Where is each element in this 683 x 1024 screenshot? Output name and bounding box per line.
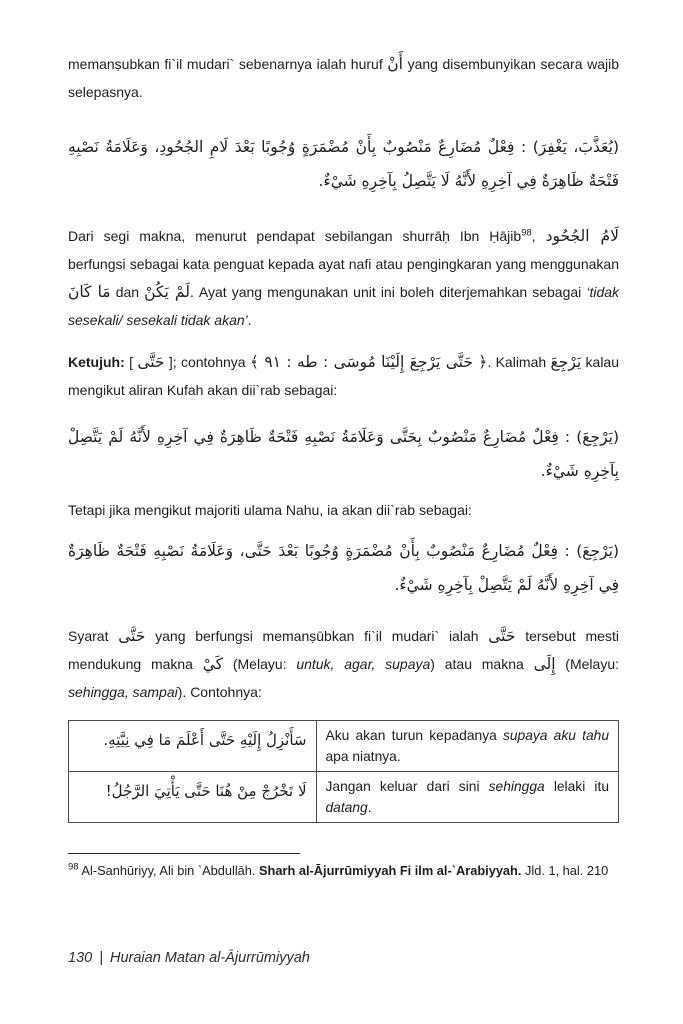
irab-block-lam-juhud — [68, 130, 619, 198]
text-run: ). Contohnya: — [177, 684, 262, 700]
text-run: sehingga — [488, 779, 545, 794]
text-run: kalau mengikut aliran Kufah akan dii`rab sebagai: — [68, 354, 620, 398]
footnote — [68, 861, 619, 881]
text-run: . — [367, 800, 372, 815]
arabic-example-cell: لَا تَخْرُجْ مِنْ هُنَا حَتَّى يَأْتِيَ الرَّجُلُ! — [69, 772, 317, 823]
text-run: untuk, agar, supaya — [296, 656, 431, 672]
page-number: 130 — [68, 950, 93, 966]
arabic-text-run: يَرْجِعَ — [550, 353, 582, 371]
text-run: . Kalimah — [487, 354, 551, 370]
arabic-text-run: حَتَّى — [488, 627, 516, 645]
examples-table — [68, 720, 619, 823]
arabic-text-run: لَامُ الجُحُود — [545, 227, 619, 245]
text-run: tersebut mesti mendukung makna — [68, 628, 619, 672]
text-run: berfungsi sebagai kata penguat kepada ayat nafi atau pengingkaran yang menggunakan — [68, 256, 619, 272]
malay-translation-cell — [316, 772, 619, 823]
page-content — [68, 50, 619, 881]
text-run: (Melayu: — [555, 656, 619, 672]
text-run: dan — [110, 284, 145, 300]
paragraph-ketujuh — [68, 348, 619, 404]
text-run: apa niatnya. — [325, 749, 401, 764]
arabic-text-run: (يُعَذَّبَ، يَغْفِرَ) : فِعْلٌ مُضَارِعٌ مَنْصُوبٌ بِأَنْ مُضْمَرَةٍ وُجُوبًا بَعْدَ لَامِ الجُحُودِ، وَعَلَامَةُ نَصْبِهِ فَتْحَةٌ ظَاهِرَةٌ فِي آخِرِهِ لأَنَّهُ لَا يَتَّصِلُ بِآخِرِهِ شَيْءٌ. — [68, 138, 619, 190]
text-run: Dari segi makna, menurut pendapat sebilangan shurrāḥ Ibn Ḥājib — [68, 228, 522, 244]
page-footer — [68, 950, 310, 966]
text-run: Ketujuh: — [68, 354, 125, 370]
text-run: Jld. 1, hal. 210 — [521, 863, 609, 878]
irab-block-majoriti — [68, 534, 619, 602]
footer-divider: | — [99, 950, 103, 966]
paragraph-syarat — [68, 622, 619, 706]
text-run: . — [247, 312, 252, 328]
malay-translation-cell — [316, 721, 619, 772]
irab-block-kufah — [68, 420, 619, 488]
footnote-marker: 98 — [521, 227, 532, 239]
arabic-text-run: حَتَّى — [137, 353, 165, 371]
text-run: memanṣubkan fi`il mudari` sebenarnya ialah huruf — [68, 56, 388, 72]
text-run: ]; contohnya — [164, 354, 250, 370]
examples-table-body — [69, 721, 619, 823]
arabic-text-run: أَنْ — [387, 55, 403, 73]
text-run: Sharh al-Ājurrūmiyyah Fi ilm al-`Arabiyyah. — [259, 863, 522, 878]
arabic-text-run: مَا كَانَ — [68, 283, 111, 301]
arabic-text-run: كَيْ — [202, 655, 224, 673]
paragraph-tetapi — [68, 496, 619, 524]
text-run: [ — [124, 354, 138, 370]
table-row — [69, 772, 619, 823]
arabic-text-run: (يَرْجِعَ) : فِعْلٌ مُضَارِعٌ مَنْصُوبٌ بِأَنْ مُضْمَرَةٍ وُجُوبًا بَعْدَ حَتَّى، وَعَلَامَةُ نَصْبِهِ فَتْحَةٌ ظَاهِرَةٌ فِي آخِرِهِ لأَنَّهُ لَمْ يَتَّصِلْ بِآخِرِهِ شَيْءٌ. — [68, 542, 619, 594]
text-run: Syarat — [68, 628, 119, 644]
text-run: ) atau makna — [430, 656, 534, 672]
text-run: supaya aku tahu — [502, 728, 609, 743]
text-run: yang disembunyikan secara wajib selepasnya. — [68, 56, 619, 100]
book-title: Huraian Matan al-Ājurrūmiyyah — [109, 950, 310, 966]
footnote-marker: 98 — [68, 861, 79, 873]
footnote-separator — [68, 853, 300, 854]
arabic-text-run: (يَرْجِعَ) : فِعْلٌ مُضَارِعٌ مَنْصُوبٌ بِحَتَّى وَعَلَامَةُ نَصْبِهِ فَتْحَةٌ ظَاهِرَةٌ فِي آخِرِهِ لأَنَّهُ لَمْ يَتَّصِلْ بِآخِرِهِ شَيْءٌ. — [68, 428, 619, 480]
text-run: datang — [325, 800, 368, 815]
arabic-text-run: حَتَّى — [118, 627, 146, 645]
text-run: lelaki itu — [544, 779, 609, 794]
text-run: , — [531, 228, 546, 244]
text-run: Aku akan turun kepadanya — [325, 728, 503, 743]
paragraph-makna — [68, 222, 619, 334]
text-run: Jangan keluar dari sini — [325, 779, 489, 794]
table-row — [69, 721, 619, 772]
text-run: yang berfungsi memanṣūbkan fi`il mudari` ialah — [145, 628, 489, 644]
text-run: sehingga, sampai — [68, 684, 178, 700]
text-run: Tetapi jika mengikut majoriti ulama Nahu, ia akan dii`rab sebagai: — [68, 502, 472, 518]
text-run: . Ayat yang mengunakan unit ini boleh diterjemahkan sebagai — [189, 284, 587, 300]
arabic-text-run: لَمْ يَكُنْ — [144, 283, 190, 301]
paragraph-intro — [68, 50, 619, 106]
arabic-text-run: ﴿ حَتَّى يَرْجِعَ إِلَيْنَا مُوسَى : طه : ٩١ ﴾ — [249, 353, 488, 371]
text-run: (Melayu: — [223, 656, 297, 672]
text-run: ‘tidak sesekali/ sesekali tidak akan’ — [68, 284, 620, 328]
arabic-text-run: إِلَى — [533, 655, 556, 673]
arabic-example-cell: سَأَنْزِلُ إِلَيْهِ حَتَّى أَعْلَمَ مَا فِي نِيَّتِهِ. — [69, 721, 317, 772]
text-run: Al-Sanhūriyy, Ali bin `Abdullāh. — [78, 863, 260, 878]
